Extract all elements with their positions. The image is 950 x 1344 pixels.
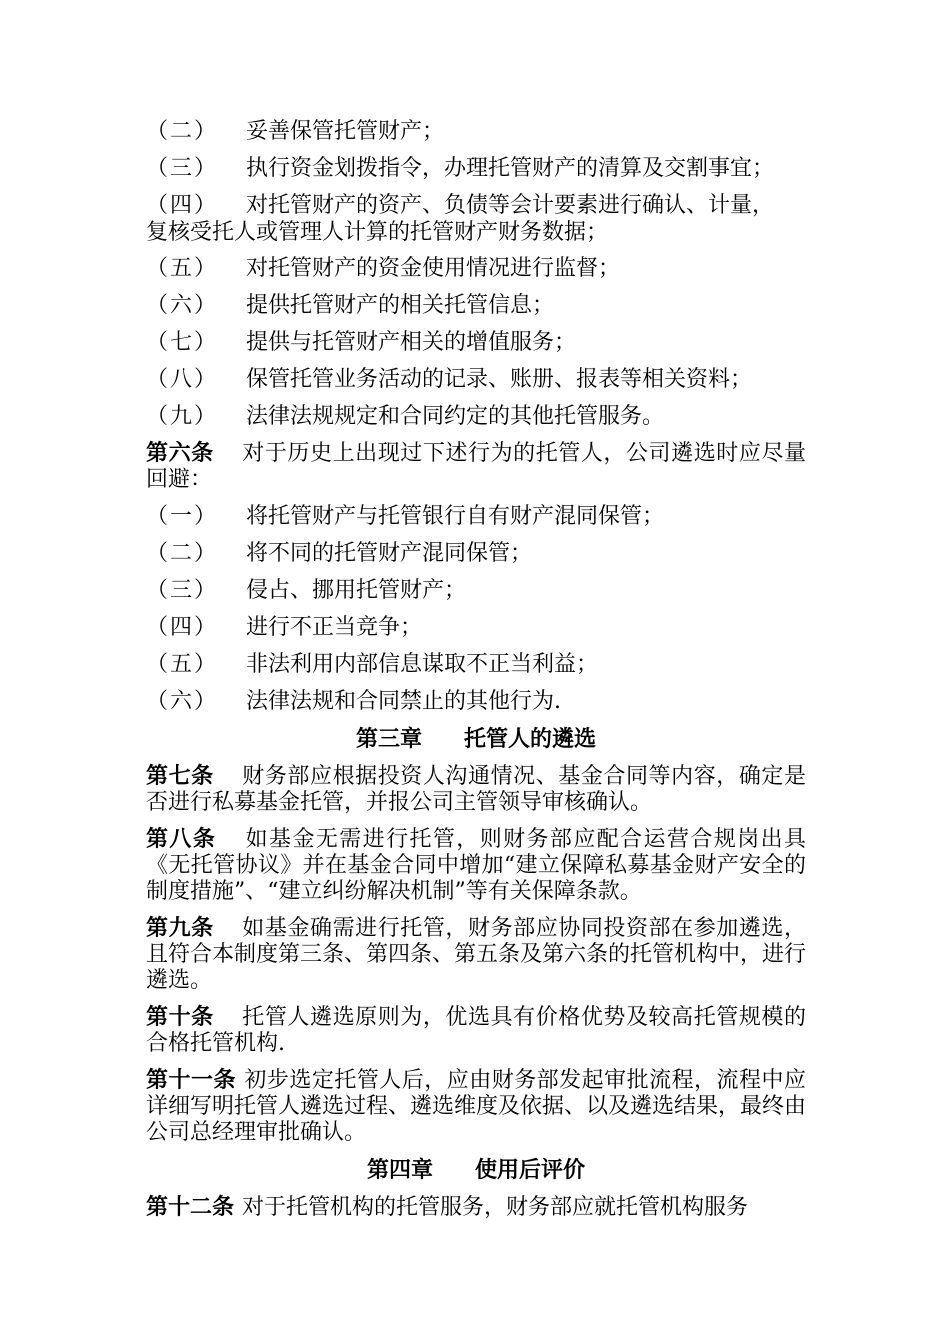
list-item bbox=[146, 118, 806, 146]
article-label: 第六条 bbox=[146, 440, 214, 466]
chapter-number: 第四章 bbox=[366, 1157, 433, 1183]
list-item bbox=[146, 614, 806, 642]
chapter-heading bbox=[146, 725, 806, 753]
list-item bbox=[146, 577, 806, 605]
list-text: 对托管财产的资金使用情况进行监督； bbox=[246, 256, 621, 281]
list-text: 对托管财产的资产、负债等会计要素进行确认、计量， bbox=[246, 193, 775, 218]
article-10 bbox=[146, 1004, 806, 1057]
article-label: 第七条 bbox=[146, 763, 214, 789]
list-number: （三） bbox=[146, 578, 219, 603]
list-item bbox=[146, 192, 806, 246]
list-number: （二） bbox=[146, 541, 219, 566]
article-label: 第八条 bbox=[146, 826, 217, 852]
list-number: （四） bbox=[146, 193, 219, 218]
article-8 bbox=[146, 826, 806, 905]
list-number: （五） bbox=[146, 652, 219, 677]
list-number: （五） bbox=[146, 256, 219, 281]
article-text: 托管人遴选原则为，优选具有价格优势及较高托管规模的合格托管机构. bbox=[146, 1005, 806, 1056]
chapter-title: 托管人的遴选 bbox=[464, 726, 597, 752]
list-number: （三） bbox=[146, 156, 219, 181]
article-label: 第十条 bbox=[146, 1004, 214, 1030]
list-text: 保管托管业务活动的记录、账册、报表等相关资料； bbox=[246, 367, 753, 392]
list-text: 进行不正当竞争； bbox=[246, 615, 423, 640]
list-item bbox=[146, 540, 806, 568]
article-text: 对于托管机构的托管服务，财务部应就托管机构服务 bbox=[242, 1195, 749, 1220]
list-text: 法律法规规定和合同约定的其他托管服务。 bbox=[246, 404, 665, 429]
list-text: 将不同的托管财产混同保管； bbox=[246, 541, 533, 566]
article-label: 第十一条 bbox=[146, 1067, 236, 1093]
list-number: （八） bbox=[146, 367, 219, 392]
article-text: 初步选定托管人后，应由财务部发起审批流程，流程中应详细写明托管人遴选过程、遴选维度及依据、以及遴选结果，最终由公司总经理审批确认。 bbox=[146, 1068, 807, 1145]
list-text: 将托管财产与托管银行自有财产混同保管； bbox=[246, 504, 665, 529]
list-number: （四） bbox=[146, 615, 219, 640]
list-number: （九） bbox=[146, 404, 219, 429]
list-item bbox=[146, 503, 806, 531]
article-11 bbox=[146, 1067, 806, 1146]
list-item bbox=[146, 292, 806, 320]
list-text: 提供与托管财产相关的增值服务； bbox=[246, 330, 577, 355]
article-6 bbox=[146, 440, 806, 493]
list-text: 妥善保管托管财产； bbox=[246, 119, 445, 144]
article-text: 对于历史上出现过下述行为的托管人，公司遴选时应尽量回避： bbox=[146, 441, 806, 492]
list-item bbox=[146, 688, 806, 716]
list-number: （二） bbox=[146, 119, 219, 144]
list-number: （六） bbox=[146, 689, 219, 714]
list-item bbox=[146, 329, 806, 357]
article-text: 如基金确需进行托管，财务部应协同投资部在参加遴选，且符合本制度第三条、第四条、第五条及第六条的托管机构中，进行遴选。 bbox=[146, 916, 807, 993]
list-text: 执行资金划拨指令，办理托管财产的清算及交割事宜； bbox=[246, 156, 775, 181]
list-item bbox=[146, 651, 806, 679]
list-number: （六） bbox=[146, 293, 219, 318]
list-text: 侵占、挪用托管财产； bbox=[246, 578, 467, 603]
list-item bbox=[146, 155, 806, 183]
list-number: （一） bbox=[146, 504, 219, 529]
article-text: 如基金无需进行托管，则财务部应配合运营合规岗出具《无托管协议》并在基金合同中增加“建立保障私募基金财产安全的制度措施”、“建立纠纷解决机制”等有关保障条款。 bbox=[146, 827, 806, 904]
article-label: 第十二条 bbox=[146, 1194, 235, 1220]
chapter-heading bbox=[146, 1156, 806, 1184]
list-item bbox=[146, 366, 806, 394]
list-text-continuation: 复核受托人或管理人计算的托管财产财务数据； bbox=[146, 220, 609, 245]
article-9 bbox=[146, 915, 806, 994]
article-text: 财务部应根据投资人沟通情况、基金合同等内容，确定是否进行私募基金托管，并报公司主管领导审核确认。 bbox=[146, 764, 806, 815]
document-page bbox=[146, 118, 806, 1231]
chapter-title: 使用后评价 bbox=[475, 1157, 586, 1183]
article-7 bbox=[146, 763, 806, 816]
list-text: 非法利用内部信息谋取不正当利益； bbox=[246, 652, 599, 677]
list-text: 提供托管财产的相关托管信息； bbox=[246, 293, 555, 318]
article-12 bbox=[146, 1194, 806, 1221]
article-label: 第九条 bbox=[146, 915, 214, 941]
list-item bbox=[146, 255, 806, 283]
list-number: （七） bbox=[146, 330, 219, 355]
list-text: 法律法规和合同禁止的其他行为. bbox=[246, 689, 561, 714]
chapter-number: 第三章 bbox=[355, 726, 422, 752]
list-item bbox=[146, 403, 806, 431]
